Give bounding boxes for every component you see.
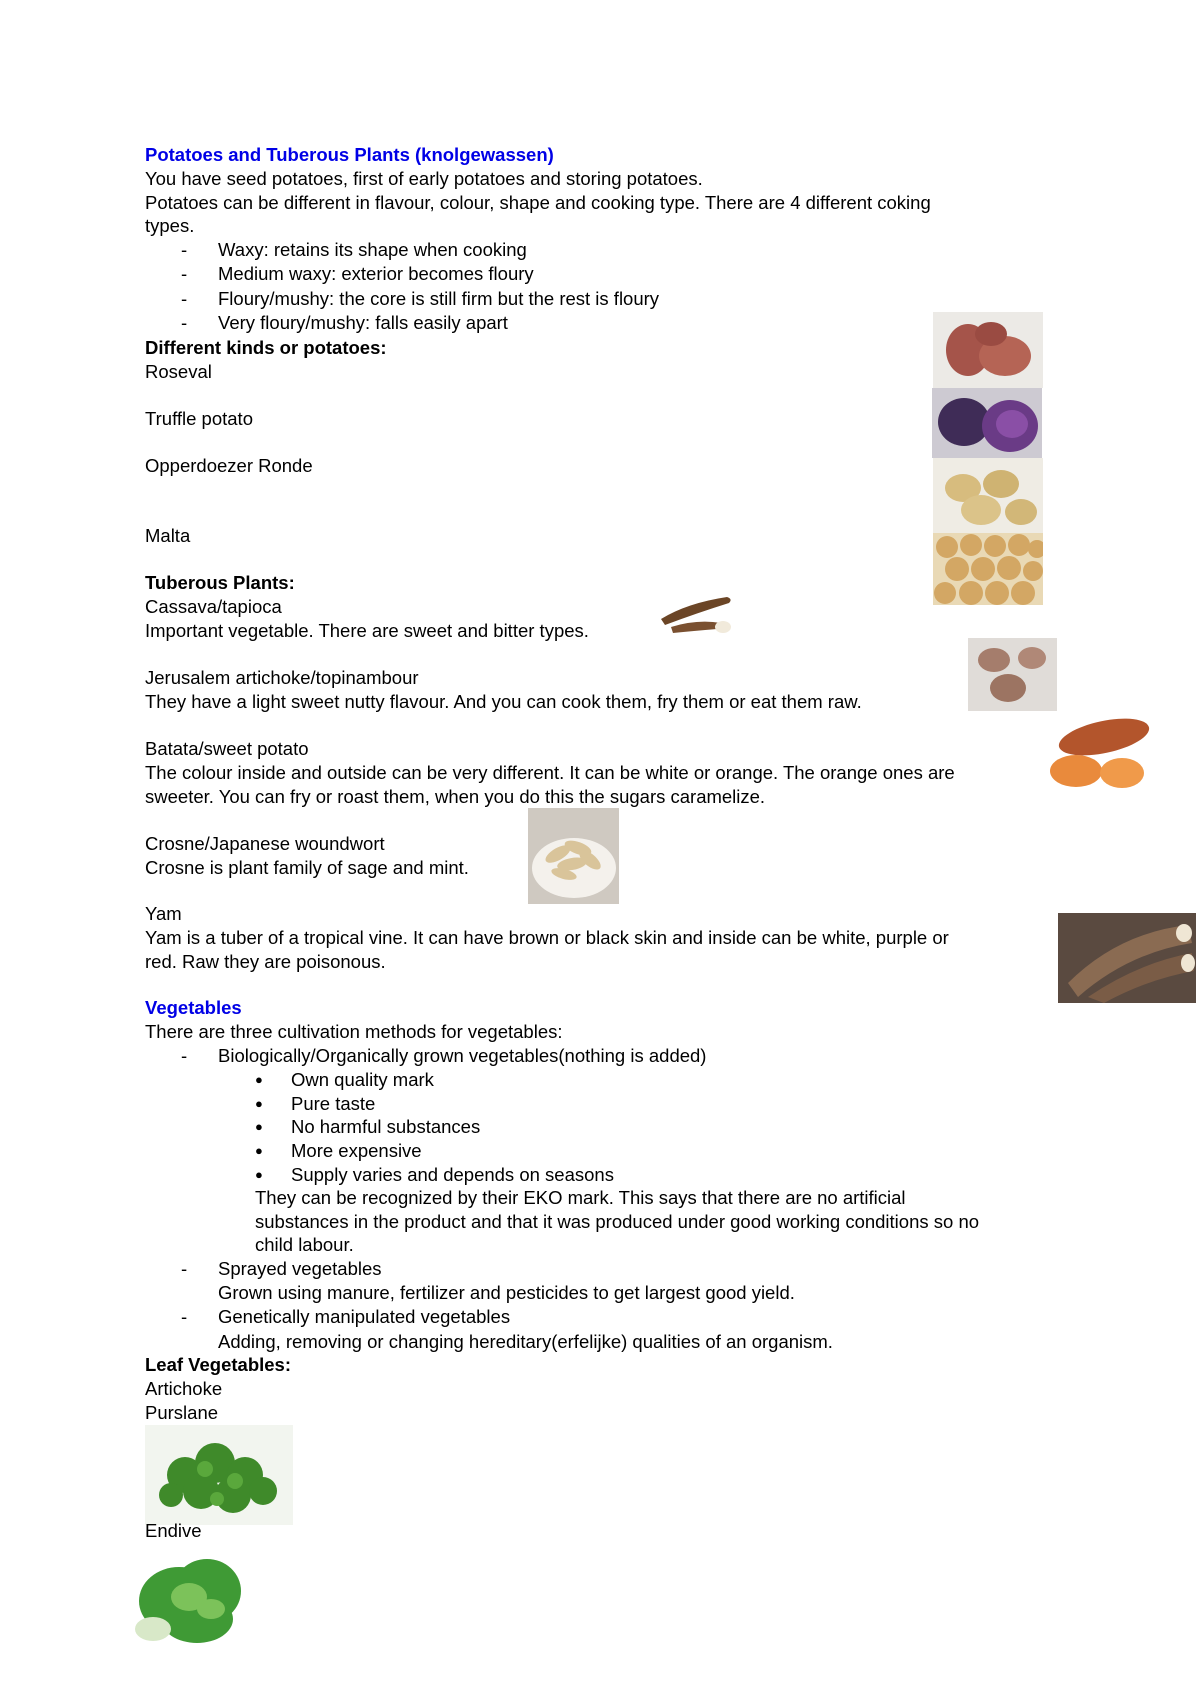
tuber-description: Yam is a tuber of a tropical vine. It can have brown or black skin and inside can be white, purple or (145, 927, 949, 948)
leaf-vegetable: Purslane (145, 1402, 219, 1423)
method-note: child labour. (255, 1234, 354, 1255)
truffle-potato-image (932, 388, 1042, 458)
list-item: - Medium waxy: exterior becomes floury (218, 262, 534, 286)
tuber-description: They have a light sweet nutty flavour. And you can cook them, fry them or eat them raw. (145, 691, 862, 712)
section-heading-vegetables: Vegetables (145, 997, 242, 1018)
tuber-name: Cassava/tapioca (145, 596, 282, 617)
roseval-potato-image (933, 312, 1043, 388)
list-item: - Biologically/Organically grown vegetables(nothing is added) (218, 1044, 706, 1068)
tuber-name: Jerusalem artichoke/topinambour (145, 667, 419, 688)
method-note: Adding, removing or changing hereditary(erfelijke) qualities of an organism. (218, 1331, 833, 1352)
crosne-image (528, 808, 619, 904)
endive-image (127, 1545, 255, 1651)
list-item: ● Pure taste (291, 1092, 375, 1116)
yam-image (1058, 913, 1196, 1003)
potato-kind: Roseval (145, 361, 212, 382)
malta-potato-image (933, 533, 1043, 605)
method-note: They can be recognized by their EKO mark. This says that there are no artificial (255, 1187, 906, 1208)
list-item: - Very floury/mushy: falls easily apart (218, 311, 508, 335)
method-note: substances in the product and that it was produced under good working conditions so no (255, 1211, 980, 1232)
tuber-description: Important vegetable. There are sweet and bitter types. (145, 620, 589, 641)
potato-kind: Malta (145, 525, 191, 546)
tuber-description: red. Raw they are poisonous. (145, 951, 386, 972)
subheading-potato-kinds: Different kinds or potatoes: (145, 337, 387, 358)
subheading-tuberous-plants: Tuberous Plants: (145, 572, 295, 593)
tuber-name: Yam (145, 903, 182, 924)
list-item: ● Supply varies and depends on seasons (291, 1163, 614, 1187)
potato-kind: Truffle potato (145, 408, 253, 429)
list-item: ● No harmful substances (291, 1115, 480, 1139)
section-heading-potatoes: Potatoes and Tuberous Plants (knolgewassen) (145, 144, 554, 165)
opperdoezer-potato-image (933, 458, 1043, 533)
list-item: ● Own quality mark (291, 1068, 434, 1092)
list-item: ● More expensive (291, 1139, 422, 1163)
tuber-description: sweeter. You can fry or roast them, when you do this the sugars caramelize. (145, 786, 766, 807)
potatoes-intro: You have seed potatoes, first of early potatoes and storing potatoes. (145, 168, 703, 189)
subheading-leaf-vegetables: Leaf Vegetables: (145, 1354, 292, 1375)
tuber-description: Crosne is plant family of sage and mint. (145, 857, 469, 878)
list-item: - Sprayed vegetables (218, 1257, 382, 1281)
potatoes-intro: types. (145, 215, 195, 236)
tuber-name: Crosne/Japanese woundwort (145, 833, 385, 854)
list-item: - Waxy: retains its shape when cooking (218, 238, 527, 262)
tuber-name: Batata/sweet potato (145, 738, 309, 759)
method-note: Grown using manure, fertilizer and pesticides to get largest good yield. (218, 1282, 795, 1303)
purslane-image (145, 1425, 293, 1525)
leaf-vegetable: Endive (145, 1520, 202, 1541)
leaf-vegetable: Artichoke (145, 1378, 223, 1399)
list-item: - Floury/mushy: the core is still firm but the rest is floury (218, 287, 659, 311)
cassava-image (657, 583, 741, 643)
jerusalem-artichoke-image (968, 638, 1057, 711)
sweet-potato-image (1040, 713, 1154, 795)
potato-kind: Opperdoezer Ronde (145, 455, 313, 476)
list-item: - Genetically manipulated vegetables (218, 1305, 510, 1329)
vegetables-intro: There are three cultivation methods for vegetables: (145, 1021, 563, 1042)
tuber-description: The colour inside and outside can be very different. It can be white or orange. The orange ones are (145, 762, 955, 783)
potatoes-intro: Potatoes can be different in flavour, colour, shape and cooking type. There are 4 different coking (145, 192, 931, 213)
